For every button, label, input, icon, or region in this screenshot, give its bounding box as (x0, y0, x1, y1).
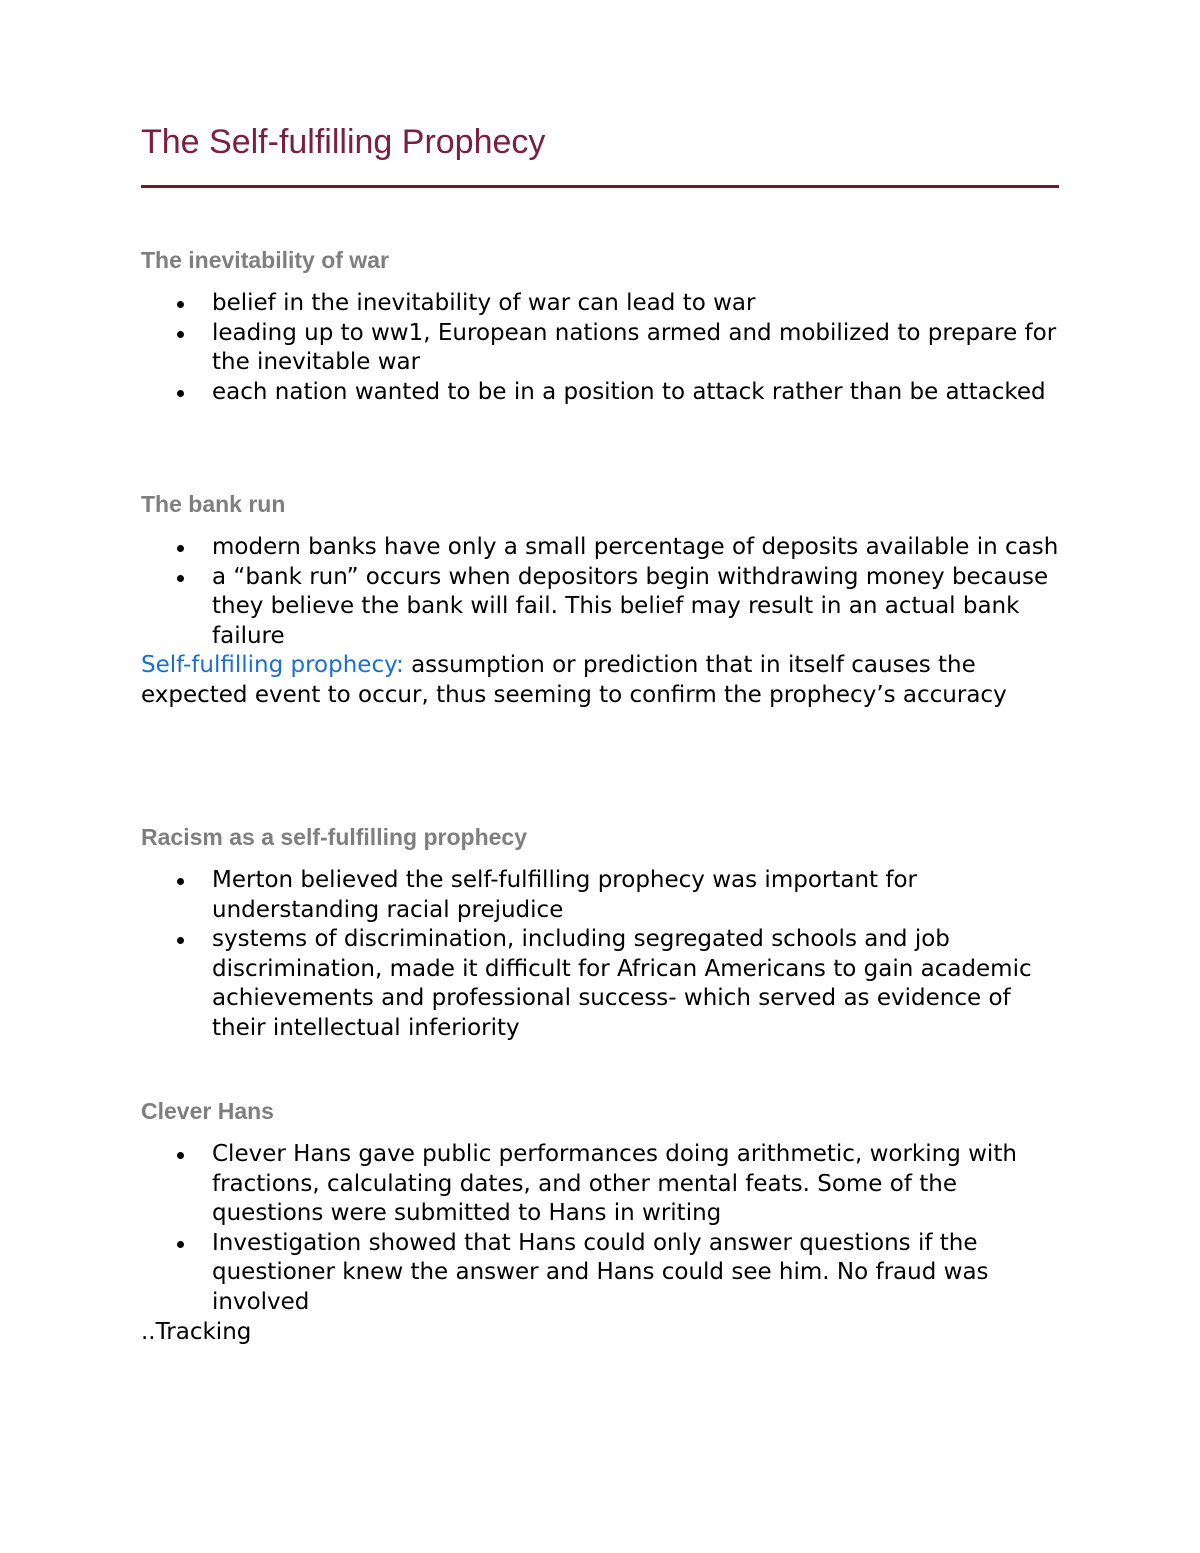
section-heading: Clever Hans (141, 1098, 274, 1124)
title-underline-rule (141, 185, 1059, 188)
bullet-icon (177, 1152, 184, 1159)
definition-paragraph (141, 651, 1059, 710)
section-racism (141, 822, 1059, 1044)
section-bank-run (141, 489, 1059, 711)
section-heading: The inevitability of war (141, 247, 389, 273)
bullet-text: Investigation showed that Hans could only answer questions if the questioner knew the answer and Hans could see him. No fraud was involved (212, 1229, 989, 1315)
bullet-item (141, 319, 1059, 378)
bullet-text: systems of discrimination, including segregated schools and job discrimination, made it difficult for African Americans to gain academic achievements and professional success- which served as evidence of their intellectual inferiority (212, 926, 1032, 1041)
bullet-icon (177, 390, 184, 397)
definition-term: Self-fulfilling prophecy: (141, 652, 404, 679)
definition-text: assumption or prediction that in itself causes the expected event to occur, thus seeming to confirm the prophecy’s accuracy (141, 652, 1007, 708)
bullet-icon (177, 331, 184, 338)
section-heading: Racism as a self-fulfilling prophecy (141, 824, 527, 850)
bullet-item (141, 866, 1059, 925)
section-inevitability-of-war (141, 245, 1059, 407)
bullet-list (141, 866, 1059, 1044)
bullet-text: modern banks have only a small percentage of deposits available in cash (212, 534, 1059, 560)
bullet-text: belief in the inevitability of war can lead to war (212, 290, 756, 316)
bullet-icon (177, 575, 184, 582)
bullet-icon (177, 545, 184, 552)
bullet-text: each nation wanted to be in a position to attack rather than be attacked (212, 378, 1046, 405)
bullet-item (141, 1140, 1059, 1229)
bullet-text: leading up to ww1, European nations armed and mobilized to prepare for the inevitable war (212, 319, 1057, 376)
bullet-item (141, 563, 1059, 652)
bullet-item (141, 289, 1059, 319)
bullet-icon (177, 937, 184, 944)
bullet-list (141, 289, 1059, 407)
bullet-list (141, 1140, 1059, 1318)
bullet-text: a “bank run” occurs when depositors begin withdrawing money because they believe the bank will fail. This belief may result in an actual bank failure (212, 563, 1049, 649)
bullet-icon (177, 1241, 184, 1248)
bullet-item (141, 1229, 1059, 1318)
bullet-text: Merton believed the self-fulfilling prophecy was important for understanding racial prejudice (212, 867, 917, 923)
bullet-list (141, 533, 1059, 651)
trailing-text: ..Tracking (141, 1318, 252, 1345)
section-heading: The bank run (141, 491, 286, 517)
bullet-icon (177, 878, 184, 885)
bullet-item (141, 533, 1059, 563)
bullet-item (141, 378, 1059, 408)
bullet-text: Clever Hans gave public performances doing arithmetic, working with fractions, calculating dates, and other mental feats. Some of the questions were submitted to Hans in writing (212, 1141, 1017, 1227)
page-title: The Self-fulfilling Prophecy (141, 123, 546, 161)
bullet-icon (177, 301, 184, 308)
section-clever-hans (141, 1096, 1059, 1347)
bullet-item (141, 925, 1059, 1043)
